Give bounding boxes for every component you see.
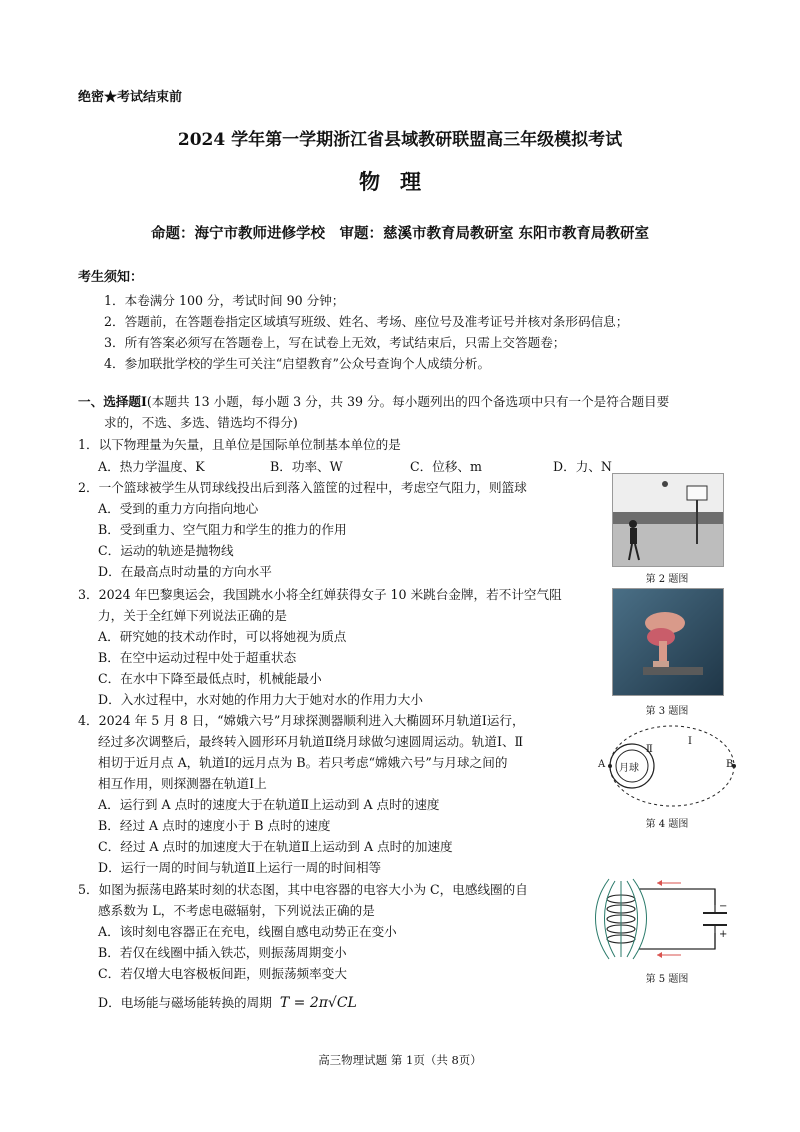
- option: B．功率、W: [270, 459, 343, 474]
- lc-circuit-diagram: [595, 873, 730, 963]
- question-3-stem: 3．2024 年巴黎奥运会，我国跳水小将全红婵获得女子 10 米跳台金牌，若不计空气阻: [78, 587, 562, 602]
- subject-title: 物理: [359, 169, 441, 194]
- notice-item: 3．所有答案必须写在答题卷上，写在试卷上无效，考试结束后，只需上交答题卷；: [104, 335, 566, 350]
- option-d-text: D．电场能与磁场能转换的周期: [98, 995, 272, 1010]
- period-formula: T = 2π√CL: [279, 995, 357, 1011]
- question-5-stem: 5．如图为振荡电路某时刻的状态图，其中电容器的电容大小为 C，电感线圈的自: [78, 882, 528, 897]
- orbit-diagram: [590, 720, 740, 812]
- notice-item: 2．答题前，在答题卷指定区域填写班级、姓名、考场、座位号及准考证号并核对条形码信息；: [104, 314, 629, 329]
- figure-caption: 第 4 题图: [645, 819, 689, 830]
- notice-heading: 考生须知：: [78, 270, 144, 285]
- notice-item: 1．本卷满分 100 分，考试时间 90 分钟；: [104, 293, 345, 308]
- option: C．位移、m: [410, 459, 482, 474]
- figure-caption: 第 3 题图: [645, 706, 689, 717]
- page-footer: 高三物理试题 第 1页（共 8页）: [318, 1053, 482, 1067]
- option: C．运动的轨迹是抛物线: [98, 543, 234, 558]
- option: C．在水中下降至最低点时，机械能最小: [98, 671, 322, 686]
- exam-title: 2024 学年第一学期浙江省县域教研联盟高三年级模拟考试: [177, 130, 623, 150]
- diver-photo: [612, 588, 724, 696]
- option: B．在空中运动过程中处于超重状态: [98, 650, 297, 665]
- figure-caption: 第 5 题图: [645, 974, 689, 985]
- option: A．受到的重力方向指向地心: [98, 501, 259, 516]
- option: D．力、N: [553, 459, 612, 474]
- authors-line: 命题：海宁市教师进修学校 审题：慈溪市教育局教研室 东阳市教育局教研室: [150, 225, 650, 242]
- notice-item: 4．参加联批学校的学生可关注“启望教育”公众号查询个人成绩分析。: [104, 356, 491, 371]
- section-instructions: [78, 391, 738, 433]
- question-5-stem-cont: 感系数为 L，不考虑电磁辐射，下列说法正确的是: [98, 903, 375, 918]
- option: D．在最高点时动量的方向水平: [98, 564, 272, 579]
- question-4-stem-cont: 相互作用，则探测器在轨道Ⅰ上: [98, 776, 267, 791]
- option: B．受到重力、空气阻力和学生的推力的作用: [98, 522, 347, 537]
- orbit-1-label: Ⅰ: [688, 736, 692, 747]
- option: A．研究她的技术动作时，可以将她视为质点: [98, 629, 347, 644]
- question-4-stem: 4．2024 年 5 月 8 日，“嫦娥六号”月球探测器顺利进入大椭圆环月轨道Ⅰ运行，: [78, 713, 525, 728]
- point-b-label: B: [726, 759, 734, 770]
- question-1-stem: 1．以下物理量为矢量，且单位是国际单位制基本单位的是: [78, 437, 401, 452]
- confidential-mark: 绝密★考试结束前: [78, 90, 183, 105]
- option: C．经过 A 点时的加速度大于在轨道Ⅱ上运动到 A 点时的加速度: [98, 839, 453, 854]
- section-text-cont: 求的，不选、多选、错选均不得分): [104, 415, 298, 430]
- option: B．若仅在线圈中插入铁芯，则振荡周期变小: [98, 945, 347, 960]
- point-a-label: A: [598, 759, 606, 770]
- option: A．运行到 A 点时的速度大于在轨道Ⅱ上运动到 A 点时的速度: [98, 797, 440, 812]
- capacitor-plus-label: +: [719, 929, 728, 940]
- question-3-stem-cont: 力，关于全红婵下列说法正确的是: [98, 608, 287, 623]
- orbit-2-label: Ⅱ: [646, 744, 653, 755]
- question-4-stem-cont: 经过多次调整后，最终转入圆形环月轨道Ⅱ绕月球做匀速圆周运动。轨道Ⅰ、Ⅱ: [98, 734, 524, 749]
- option: A．该时刻电容器正在充电，线圈自感电动势正在变小: [98, 924, 397, 939]
- moon-label: 月球: [619, 763, 639, 774]
- option: B．经过 A 点时的速度小于 B 点时的速度: [98, 818, 331, 833]
- section-label: 一、选择题Ⅰ: [78, 394, 147, 409]
- option: C．若仅增大电容极板间距，则振荡频率变大: [98, 966, 347, 981]
- option: D．运行一周的时间与轨道Ⅱ上运行一周的时间相等: [98, 860, 382, 875]
- question-2-stem: 2．一个篮球被学生从罚球线投出后到落入篮筐的过程中，考虑空气阻力，则篮球: [78, 480, 527, 495]
- figure-caption: 第 2 题图: [645, 574, 689, 585]
- capacitor-minus-label: −: [719, 901, 728, 912]
- option: D．入水过程中，水对她的作用力大于她对水的作用力大小: [98, 692, 423, 707]
- section-text: (本题共 13 小题，每小题 3 分，共 39 分。每小题列出的四个备选项中只有一个是符合题目要: [146, 394, 670, 409]
- question-4-stem-cont: 相切于近月点 A，轨道Ⅰ的远月点为 B。若只考虑“嫦娥六号”与月球之间的: [98, 755, 508, 770]
- basketball-photo: [612, 473, 724, 567]
- option: [98, 992, 357, 1011]
- option: A．热力学温度、K: [98, 459, 205, 474]
